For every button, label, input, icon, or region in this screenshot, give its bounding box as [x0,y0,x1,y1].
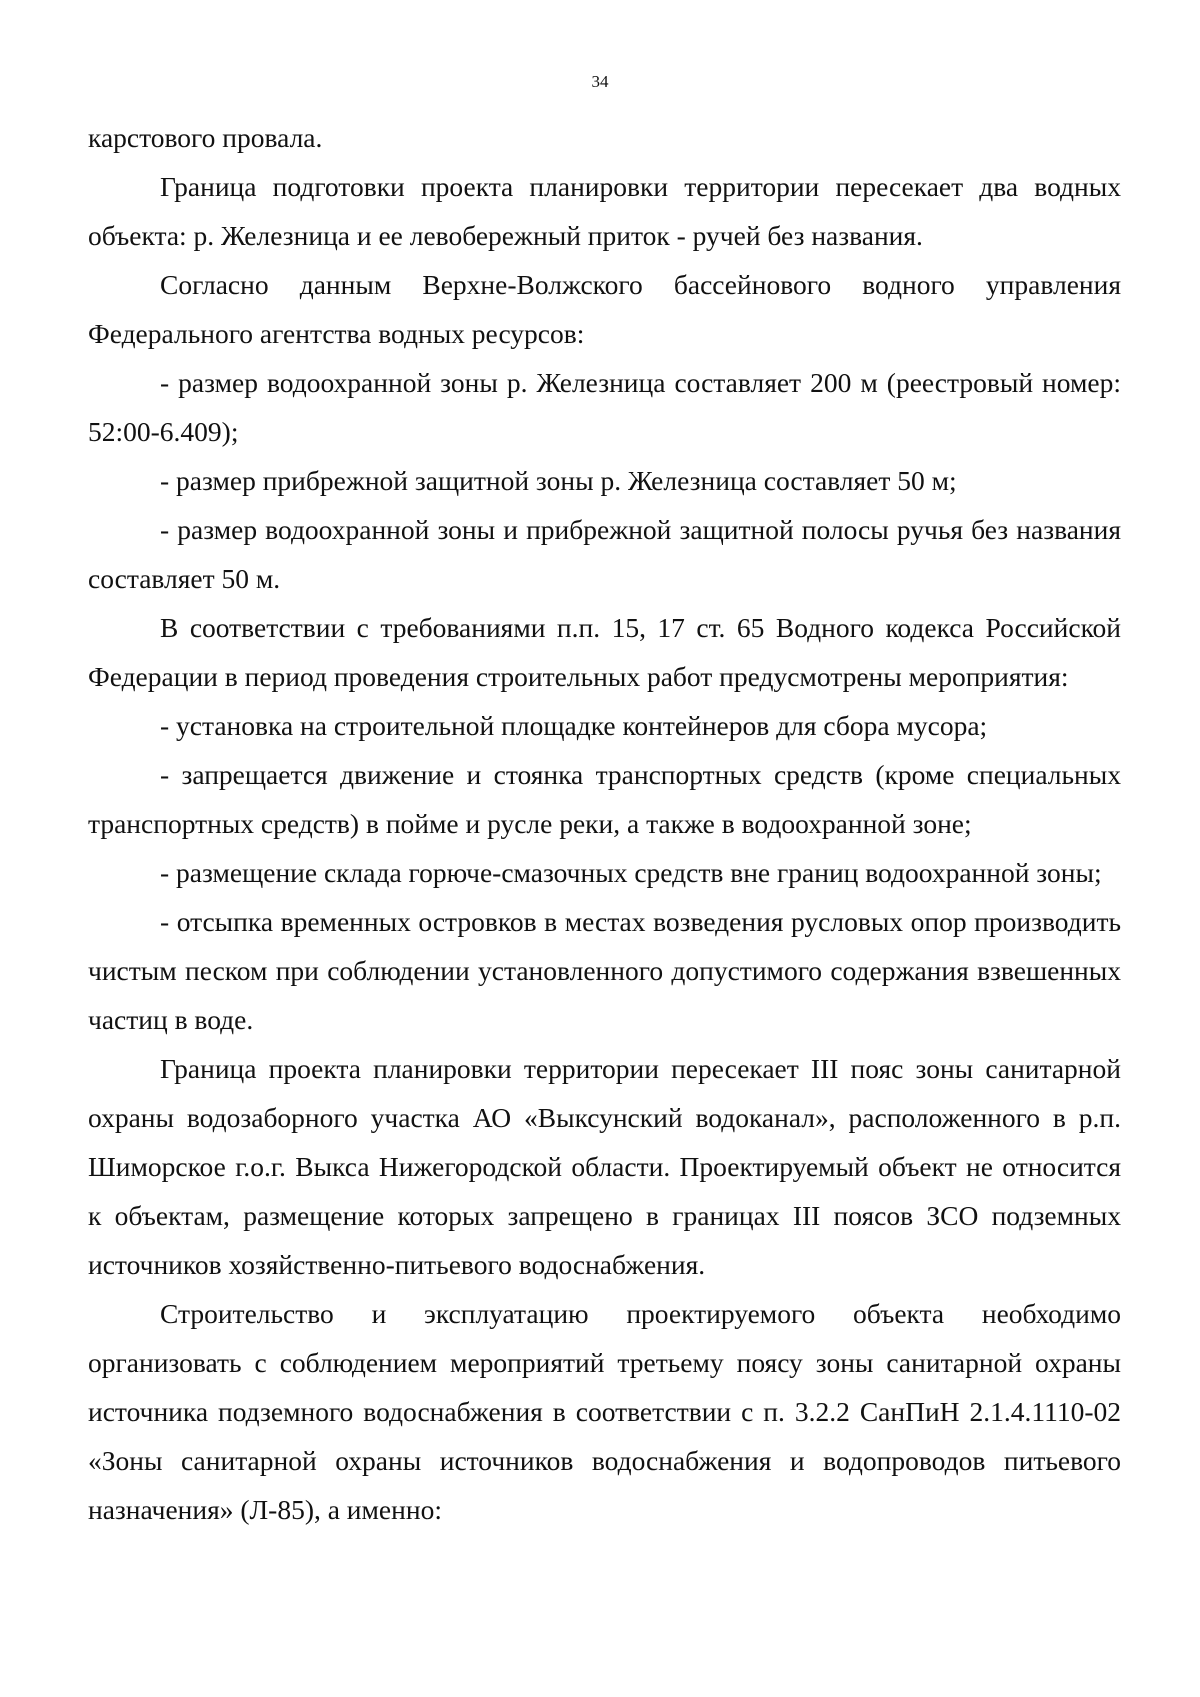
page-number: 34 [591,72,609,91]
paragraph: - размер прибрежной защитной зоны р. Железница составляет 50 м; [160,465,957,496]
document-body [88,113,1121,1534]
paragraph: В соответствии с требованиями п.п. 15, 17 ст. 65 Водного кодекса Российской Федерации в период проведения строительных работ предусмотрены мероприятия: [88,612,1121,692]
paragraph: - размещение склада горюче-смазочных средств вне границ водоохранной зоны; [160,857,1102,888]
paragraph: - размер водоохранной зоны р. Железница составляет 200 м (реестровый номер: 52:00-6.409); [88,367,1121,447]
paragraph: Строительство и эксплуатацию проектируемого объекта необходимо организовать с соблюдением мероприятий третьему поясу зоны санитарной охраны источника подземного водоснабжения в соответствии с п. 3.2.2 СанПиН 2.1.4.1110-02 «Зоны санитарной охраны источников водоснабжения и водопроводов питьевого назначения» (Л-85), а именно: [88,1298,1121,1525]
paragraph: - установка на строительной площадке контейнеров для сбора мусора; [160,710,988,741]
paragraph: - запрещается движение и стоянка транспортных средств (кроме специальных транспортных средств) в пойме и русле реки, а также в водоохранной зоне; [88,759,1121,839]
paragraph: Согласно данным Верхне-Волжского бассейнового водного управления Федерального агентства водных ресурсов: [88,269,1121,349]
paragraph: - размер водоохранной зоны и прибрежной защитной полосы ручья без названия составляет 50 м. [88,514,1121,594]
paragraph: Граница проекта планировки территории пересекает III пояс зоны санитарной охраны водозаборного участка АО «Выксунский водоканал», расположенного в р.п. Шиморское г.о.г. Выкса Нижегородской области. Проектируемый объект не относится к объектам, размещение которых запрещено в границах III поясов ЗСО подземных источников хозяйственно-питьевого водоснабжения. [88,1053,1121,1280]
paragraph: Граница подготовки проекта планировки территории пересекает два водных объекта: р. Железница и ее левобережный приток - ручей без названия. [88,171,1121,251]
paragraph: - отсыпка временных островков в местах возведения русловых опор производить чистым песком при соблюдении установленного допустимого содержания взвешенных частиц в воде. [88,906,1121,1035]
paragraph: карстового провала. [88,122,323,153]
